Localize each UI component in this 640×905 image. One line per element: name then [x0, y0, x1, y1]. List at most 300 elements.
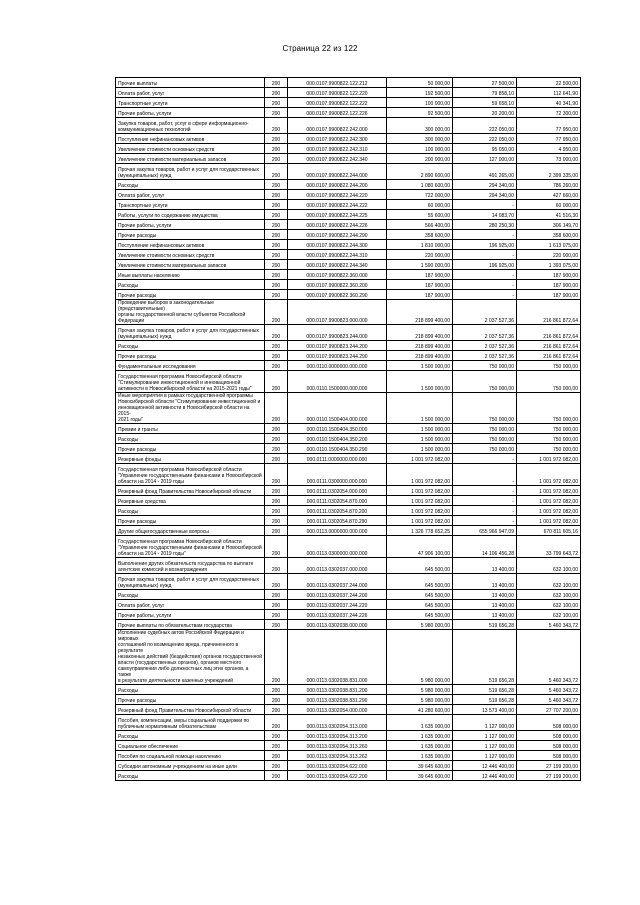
row-remaining-cell: 216 861 872,64 — [517, 300, 581, 325]
table-row — [116, 496, 581, 506]
row-budget-code-cell: 000.0107.9900822.122.212 — [288, 78, 387, 88]
table-row — [116, 434, 581, 444]
row-name-cell: Расходы — [116, 434, 265, 444]
row-executed-cell: - — [453, 280, 517, 290]
row-executed-cell: 1 127 000,00 — [453, 751, 517, 761]
budget-report-table — [115, 77, 581, 781]
row-name-cell: Государственная программа Новосибирской области "Управление государственными финансами в Новосибирской области на 2014 - 2019 годы" — [116, 536, 265, 558]
table-row — [116, 164, 581, 180]
row-remaining-cell: 77 950,00 — [517, 134, 581, 144]
row-executed-cell: 196 925,00 — [453, 260, 517, 270]
row-remaining-cell: 670 811 605,16 — [517, 526, 581, 536]
row-approved-cell: 187 900,00 — [387, 280, 453, 290]
row-budget-code-cell: 000.0107.9900822.244.340 — [288, 260, 387, 270]
table-row — [116, 771, 581, 781]
table-row — [116, 751, 581, 761]
row-approved-cell: 1 500 000,00 — [387, 361, 453, 371]
row-line-code-cell: 200 — [265, 300, 288, 325]
row-remaining-cell: 632 100,00 — [517, 610, 581, 620]
row-name-cell: Расходы — [116, 506, 265, 516]
row-remaining-cell: 750 000,00 — [517, 371, 581, 393]
row-approved-cell: 92 500,00 — [387, 108, 453, 118]
row-approved-cell: 566 400,00 — [387, 220, 453, 230]
row-approved-cell: 1 500 000,00 — [387, 371, 453, 393]
row-executed-cell: - — [453, 454, 517, 464]
table-row — [116, 210, 581, 220]
row-name-cell: Прочая закупка товаров, работ и услуг для государственных (муниципальных) нужд — [116, 164, 265, 180]
row-remaining-cell: 40 341,90 — [517, 98, 581, 108]
row-executed-cell: 519 656,28 — [453, 685, 517, 695]
row-executed-cell: 2 037 527,36 — [453, 341, 517, 351]
row-line-code-cell: 200 — [265, 444, 288, 454]
row-approved-cell: 2 890 600,00 — [387, 164, 453, 180]
row-name-cell: Прочие расходы — [116, 695, 265, 705]
row-remaining-cell: 5 460 343,72 — [517, 695, 581, 705]
row-remaining-cell: 1 001 972 082,00 — [517, 506, 581, 516]
row-executed-cell: 95 050,00 — [453, 144, 517, 154]
row-name-cell: Прочие расходы — [116, 230, 265, 240]
row-budget-code-cell: 000.0107.9900822.244.225 — [288, 210, 387, 220]
row-approved-cell: 1 635 000,00 — [387, 751, 453, 761]
row-approved-cell: 39 645 600,00 — [387, 761, 453, 771]
row-approved-cell: 1 001 972 082,00 — [387, 454, 453, 464]
row-remaining-cell: 41 516,30 — [517, 210, 581, 220]
row-line-code-cell: 200 — [265, 144, 288, 154]
row-line-code-cell: 200 — [265, 118, 288, 134]
row-executed-cell: 750 000,00 — [453, 361, 517, 371]
row-approved-cell: 1 001 972 082,00 — [387, 496, 453, 506]
row-executed-cell: - — [453, 464, 517, 486]
row-budget-code-cell: 000.0113.0302054.313.200 — [288, 731, 387, 741]
row-remaining-cell: 33 799 643,72 — [517, 536, 581, 558]
row-executed-cell: 13 400,00 — [453, 590, 517, 600]
row-budget-code-cell: 000.0110.1500404.350.200 — [288, 434, 387, 444]
row-executed-cell: 12 446 400,00 — [453, 771, 517, 781]
row-name-cell: Поступление нефинансовых активов — [116, 134, 265, 144]
table-row — [116, 705, 581, 715]
row-budget-code-cell: 000.0110.1500404.000.000 — [288, 393, 387, 424]
row-approved-cell: 1 635 000,00 — [387, 715, 453, 731]
row-executed-cell: - — [453, 290, 517, 300]
row-line-code-cell: 200 — [265, 486, 288, 496]
table-row — [116, 600, 581, 610]
row-approved-cell: 218 899 400,00 — [387, 325, 453, 341]
row-line-code-cell: 200 — [265, 180, 288, 190]
row-line-code-cell: 200 — [265, 371, 288, 393]
table-row — [116, 486, 581, 496]
row-name-cell: Расходы — [116, 731, 265, 741]
table-row — [116, 98, 581, 108]
row-approved-cell: 220 000,00 — [387, 250, 453, 260]
row-line-code-cell: 200 — [265, 280, 288, 290]
row-approved-cell: 1 635 000,00 — [387, 731, 453, 741]
row-remaining-cell: 750 000,00 — [517, 444, 581, 454]
table-row — [116, 200, 581, 210]
row-line-code-cell: 200 — [265, 200, 288, 210]
row-line-code-cell: 200 — [265, 250, 288, 260]
table-row — [116, 118, 581, 134]
row-name-cell: Пособия, компенсации, меры социальной поддержки по публичным нормативным обязательствам — [116, 715, 265, 731]
row-executed-cell: 519 656,28 — [453, 620, 517, 630]
table-row — [116, 371, 581, 393]
row-budget-code-cell: 000.0113.0302037.244.220 — [288, 600, 387, 610]
row-name-cell: Другие общегосударственные вопросы — [116, 526, 265, 536]
row-budget-code-cell: 000.0107.9900823.000.000 — [288, 300, 387, 325]
row-name-cell: Фундаментальные исследования — [116, 361, 265, 371]
row-name-cell: Прочие выплаты — [116, 78, 265, 88]
row-approved-cell: 187 900,00 — [387, 270, 453, 280]
row-approved-cell: 1 001 972 082,00 — [387, 464, 453, 486]
row-name-cell: Закупка товаров, работ, услуг в сфере информационно- коммуникационных технологий — [116, 118, 265, 134]
row-line-code-cell: 200 — [265, 506, 288, 516]
row-name-cell: Прочие выплаты по обязательствам государства — [116, 620, 265, 630]
row-remaining-cell: 750 000,00 — [517, 424, 581, 434]
table-row — [116, 351, 581, 361]
row-budget-code-cell: 000.0107.9900822.122.220 — [288, 88, 387, 98]
row-executed-cell: 294 340,00 — [453, 190, 517, 200]
table-row — [116, 574, 581, 590]
table-row — [116, 154, 581, 164]
row-approved-cell: 192 500,00 — [387, 88, 453, 98]
row-name-cell: Расходы — [116, 685, 265, 695]
row-approved-cell: 300 000,00 — [387, 134, 453, 144]
row-remaining-cell: 508 000,00 — [517, 751, 581, 761]
row-name-cell: Поступление нефинансовых активов — [116, 240, 265, 250]
row-budget-code-cell: 000.0113.0302038.831.290 — [288, 695, 387, 705]
table-row — [116, 270, 581, 280]
row-executed-cell: 519 656,28 — [453, 695, 517, 705]
row-approved-cell: 645 500,00 — [387, 610, 453, 620]
table-row — [116, 260, 581, 270]
row-line-code-cell: 200 — [265, 361, 288, 371]
row-budget-code-cell: 000.0111.0302054.870.200 — [288, 506, 387, 516]
row-remaining-cell: 1 613 075,00 — [517, 240, 581, 250]
row-remaining-cell: 750 000,00 — [517, 393, 581, 424]
row-approved-cell: 5 980 000,00 — [387, 620, 453, 630]
row-budget-code-cell: 000.0113.0302037.244.200 — [288, 590, 387, 600]
row-executed-cell: 750 000,00 — [453, 424, 517, 434]
table-row — [116, 180, 581, 190]
row-budget-code-cell: 000.0107.9900822.244.310 — [288, 250, 387, 260]
row-budget-code-cell: 000.0113.0302038.000.000 — [288, 620, 387, 630]
row-executed-cell: 14 106 456,28 — [453, 536, 517, 558]
row-executed-cell: 196 925,00 — [453, 240, 517, 250]
row-line-code-cell: 200 — [265, 190, 288, 200]
row-line-code-cell: 200 — [265, 751, 288, 761]
row-line-code-cell: 200 — [265, 240, 288, 250]
row-executed-cell: 750 000,00 — [453, 371, 517, 393]
row-executed-cell: 222 050,00 — [453, 134, 517, 144]
row-budget-code-cell: 000.0107.9900822.244.300 — [288, 240, 387, 250]
row-name-cell: Государственная программа Новосибирской области "Управление государственными финансами в Новосибирской области на 2014 - 2019 годы — [116, 464, 265, 486]
table-row — [116, 300, 581, 325]
row-name-cell: Прочие расходы — [116, 444, 265, 454]
row-executed-cell: 750 000,00 — [453, 434, 517, 444]
table-row — [116, 536, 581, 558]
row-remaining-cell: 306 149,70 — [517, 220, 581, 230]
row-remaining-cell: 427 660,00 — [517, 190, 581, 200]
row-budget-code-cell: 000.0107.9900822.122.226 — [288, 108, 387, 118]
table-row — [116, 731, 581, 741]
table-row — [116, 715, 581, 731]
row-budget-code-cell: 000.0113.0302054.000.000 — [288, 705, 387, 715]
row-approved-cell: 1 500 000,00 — [387, 444, 453, 454]
row-name-cell: Расходы — [116, 180, 265, 190]
row-line-code-cell: 200 — [265, 574, 288, 590]
row-name-cell: Увеличение стоимости основных средств — [116, 250, 265, 260]
row-executed-cell: 27 500,00 — [453, 78, 517, 88]
row-line-code-cell: 200 — [265, 351, 288, 361]
row-budget-code-cell: 000.0113.0302054.313.262 — [288, 751, 387, 761]
table-row — [116, 516, 581, 526]
row-approved-cell: 1 500 000,00 — [387, 424, 453, 434]
row-executed-cell: 14 083,70 — [453, 210, 517, 220]
row-approved-cell: 1 635 000,00 — [387, 741, 453, 751]
row-line-code-cell: 200 — [265, 98, 288, 108]
row-line-code-cell: 200 — [265, 516, 288, 526]
row-line-code-cell: 200 — [265, 558, 288, 574]
row-line-code-cell: 200 — [265, 496, 288, 506]
row-name-cell: Резервный фонд Правительства Новосибирской области — [116, 705, 265, 715]
row-name-cell: Государственная программа Новосибирской области "Стимулирование инвестиционной и инновационной активности в Новосибирской области на 2015-2021 годы" — [116, 371, 265, 393]
row-budget-code-cell: 000.0107.9900823.244.200 — [288, 341, 387, 351]
row-remaining-cell: 187 900,00 — [517, 270, 581, 280]
row-approved-cell: 187 900,00 — [387, 290, 453, 300]
row-budget-code-cell: 000.0113.0302037.244.000 — [288, 574, 387, 590]
row-line-code-cell: 200 — [265, 341, 288, 351]
row-name-cell: Прочие расходы — [116, 516, 265, 526]
row-executed-cell: - — [453, 516, 517, 526]
row-executed-cell: - — [453, 486, 517, 496]
row-line-code-cell: 200 — [265, 393, 288, 424]
row-budget-code-cell: 000.0113.0302037.244.226 — [288, 610, 387, 620]
row-approved-cell: 1 500 000,00 — [387, 434, 453, 444]
row-executed-cell: 2 037 527,36 — [453, 300, 517, 325]
row-remaining-cell: 27 707 200,00 — [517, 705, 581, 715]
row-approved-cell: 5 980 000,00 — [387, 630, 453, 685]
table-row — [116, 78, 581, 88]
row-budget-code-cell: 000.0113.0302054.622.200 — [288, 771, 387, 781]
row-line-code-cell: 200 — [265, 134, 288, 144]
row-budget-code-cell: 000.0107.9900822.360.290 — [288, 290, 387, 300]
row-name-cell: Выполнение других обязательств государства по выплате агентских комиссий и вознаграждения — [116, 558, 265, 574]
row-name-cell: Резервные средства — [116, 496, 265, 506]
row-budget-code-cell: 000.0113.0302054.313.000 — [288, 715, 387, 731]
row-budget-code-cell: 000.0107.9900823.244.000 — [288, 325, 387, 341]
row-name-cell: Субсидии автономным учреждениям на иные цели — [116, 761, 265, 771]
row-budget-code-cell: 000.0107.9900822.122.222 — [288, 98, 387, 108]
row-line-code-cell: 200 — [265, 685, 288, 695]
row-remaining-cell: 1 001 972 082,00 — [517, 464, 581, 486]
row-approved-cell: 55 600,00 — [387, 210, 453, 220]
row-budget-code-cell: 000.0111.0000000.000.000 — [288, 454, 387, 464]
row-remaining-cell: 1 001 972 082,00 — [517, 454, 581, 464]
table-row — [116, 620, 581, 630]
row-remaining-cell: 632 100,00 — [517, 590, 581, 600]
row-remaining-cell: 5 460 343,72 — [517, 685, 581, 695]
row-line-code-cell: 200 — [265, 108, 288, 118]
row-executed-cell: 491 265,00 — [453, 164, 517, 180]
row-name-cell: Увеличение стоимости материальных запасов — [116, 154, 265, 164]
row-approved-cell: 1 590 000,00 — [387, 260, 453, 270]
row-remaining-cell: 5 460 343,72 — [517, 620, 581, 630]
row-executed-cell: 127 000,00 — [453, 154, 517, 164]
row-name-cell: Резервный фонд Правительства Новосибирской области — [116, 486, 265, 496]
row-approved-cell: 47 906 100,00 — [387, 536, 453, 558]
row-remaining-cell: 358 600,00 — [517, 230, 581, 240]
table-row — [116, 108, 581, 118]
table-row — [116, 424, 581, 434]
row-approved-cell: 60 000,00 — [387, 200, 453, 210]
row-approved-cell: 218 899 400,00 — [387, 300, 453, 325]
row-executed-cell: 655 966 947,09 — [453, 526, 517, 536]
row-approved-cell: 1 001 972 082,00 — [387, 506, 453, 516]
table-row — [116, 444, 581, 454]
row-remaining-cell: 216 861 872,64 — [517, 351, 581, 361]
row-remaining-cell: 632 100,00 — [517, 600, 581, 610]
table-row — [116, 361, 581, 371]
row-line-code-cell: 200 — [265, 325, 288, 341]
row-budget-code-cell: 000.0111.0302054.870.000 — [288, 496, 387, 506]
row-executed-cell: - — [453, 250, 517, 260]
row-budget-code-cell: 000.0110.1500404.350.290 — [288, 444, 387, 454]
row-remaining-cell: 27 199 200,00 — [517, 771, 581, 781]
row-executed-cell: 12 446 400,00 — [453, 761, 517, 771]
row-budget-code-cell: 000.0107.9900822.242.000 — [288, 118, 387, 134]
table-row — [116, 590, 581, 600]
row-approved-cell: 645 500,00 — [387, 600, 453, 610]
row-line-code-cell: 200 — [265, 270, 288, 280]
row-name-cell: Транспортные услуги — [116, 98, 265, 108]
row-line-code-cell: 200 — [265, 230, 288, 240]
row-name-cell: Социальное обеспечение — [116, 741, 265, 751]
row-budget-code-cell: 000.0107.9900822.242.340 — [288, 154, 387, 164]
row-remaining-cell: 112 641,90 — [517, 88, 581, 98]
row-line-code-cell: 200 — [265, 695, 288, 705]
row-line-code-cell: 200 — [265, 88, 288, 98]
row-remaining-cell: 27 199 200,00 — [517, 761, 581, 771]
row-line-code-cell: 200 — [265, 220, 288, 230]
row-name-cell: Расходы — [116, 280, 265, 290]
row-line-code-cell: 200 — [265, 590, 288, 600]
row-approved-cell: 1 001 972 082,00 — [387, 516, 453, 526]
row-name-cell: Исполнение судебных актов Российской Федерации и мировых соглашений по возмещению вреда, причиненного в результате незаконных действий (бездействия) органов государственной власти (государственных органов), органов местного самоуправления либо должностных лиц этих органов, а также в результате деятельности казенных учреждений — [116, 630, 265, 685]
row-remaining-cell: 187 900,00 — [517, 290, 581, 300]
row-remaining-cell: 216 861 872,64 — [517, 341, 581, 351]
row-executed-cell: 280 250,30 — [453, 220, 517, 230]
row-executed-cell: - — [453, 506, 517, 516]
row-executed-cell: 1 127 000,00 — [453, 715, 517, 731]
row-remaining-cell: 632 100,00 — [517, 574, 581, 590]
row-remaining-cell: 1 001 972 082,00 — [517, 516, 581, 526]
row-budget-code-cell: 000.0107.9900822.244.200 — [288, 180, 387, 190]
page-header: Страница 22 из 122 — [282, 44, 358, 53]
row-budget-code-cell: 000.0107.9900822.360.000 — [288, 270, 387, 280]
row-name-cell: Прочие расходы — [116, 290, 265, 300]
row-budget-code-cell: 000.0111.0302054.000.000 — [288, 486, 387, 496]
row-name-cell: Иные мероприятия в рамках государственной программы Новосибирской области "Стимулирование инвестиционной и инновационной активности в Новосибирской области на 2015- 2021 годы" — [116, 393, 265, 424]
row-line-code-cell: 200 — [265, 620, 288, 630]
row-executed-cell: 13 400,00 — [453, 610, 517, 620]
row-approved-cell: 200 000,00 — [387, 154, 453, 164]
row-remaining-cell: 216 861 872,64 — [517, 325, 581, 341]
row-approved-cell: 5 980 000,00 — [387, 695, 453, 705]
row-approved-cell: 1 326 778 652,25 — [387, 526, 453, 536]
row-name-cell: Расходы — [116, 590, 265, 600]
row-name-cell: Прочие работы, услуги — [116, 610, 265, 620]
row-line-code-cell: 200 — [265, 715, 288, 731]
row-name-cell: Резервные фонды — [116, 454, 265, 464]
row-line-code-cell: 200 — [265, 78, 288, 88]
row-line-code-cell: 200 — [265, 741, 288, 751]
table-row — [116, 454, 581, 464]
row-approved-cell: 645 500,00 — [387, 558, 453, 574]
row-approved-cell: 358 600,00 — [387, 230, 453, 240]
row-line-code-cell: 200 — [265, 464, 288, 486]
table-row — [116, 464, 581, 486]
row-executed-cell: - — [453, 496, 517, 506]
row-approved-cell: 645 500,00 — [387, 590, 453, 600]
table-row — [116, 250, 581, 260]
row-approved-cell: 50 000,00 — [387, 78, 453, 88]
row-remaining-cell: 2 399 335,00 — [517, 164, 581, 180]
table-row — [116, 558, 581, 574]
row-remaining-cell: 60 000,00 — [517, 200, 581, 210]
table-row — [116, 88, 581, 98]
row-budget-code-cell: 000.0107.9900822.244.222 — [288, 200, 387, 210]
row-executed-cell: 20 200,00 — [453, 108, 517, 118]
row-approved-cell: 100 000,00 — [387, 144, 453, 154]
row-budget-code-cell: 000.0107.9900822.244.290 — [288, 230, 387, 240]
row-budget-code-cell: 000.0110.1500000.000.000 — [288, 371, 387, 393]
row-budget-code-cell: 000.0113.0302054.622.000 — [288, 761, 387, 771]
row-approved-cell: 1 810 000,00 — [387, 240, 453, 250]
table-row — [116, 144, 581, 154]
row-remaining-cell: 22 500,00 — [517, 78, 581, 88]
row-remaining-cell: 750 000,00 — [517, 434, 581, 444]
row-remaining-cell: 187 900,00 — [517, 280, 581, 290]
table-row — [116, 741, 581, 751]
row-approved-cell: 41 280 600,00 — [387, 705, 453, 715]
row-name-cell: Прочие расходы — [116, 351, 265, 361]
row-budget-code-cell: 000.0107.9900822.242.310 — [288, 144, 387, 154]
row-line-code-cell: 200 — [265, 731, 288, 741]
row-approved-cell: 1 080 600,00 — [387, 180, 453, 190]
row-executed-cell: - — [453, 230, 517, 240]
row-approved-cell: 722 000,00 — [387, 190, 453, 200]
row-approved-cell: 218 899 400,00 — [387, 341, 453, 351]
row-approved-cell: 100 000,00 — [387, 98, 453, 108]
row-line-code-cell: 200 — [265, 771, 288, 781]
row-executed-cell: 59 658,10 — [453, 98, 517, 108]
row-executed-cell: 1 127 000,00 — [453, 731, 517, 741]
row-approved-cell: 300 000,00 — [387, 118, 453, 134]
row-budget-code-cell: 000.0107.9900823.244.290 — [288, 351, 387, 361]
row-remaining-cell: 508 000,00 — [517, 741, 581, 751]
row-executed-cell: 2 037 527,36 — [453, 351, 517, 361]
row-executed-cell: 13 400,00 — [453, 574, 517, 590]
row-remaining-cell: 786 260,00 — [517, 180, 581, 190]
row-approved-cell: 5 980 000,00 — [387, 685, 453, 695]
row-name-cell: Увеличение стоимости основных средств — [116, 144, 265, 154]
table-row — [116, 526, 581, 536]
row-executed-cell: - — [453, 270, 517, 280]
table-row — [116, 685, 581, 695]
row-executed-cell: 13 400,00 — [453, 558, 517, 574]
table-row — [116, 240, 581, 250]
table-row — [116, 134, 581, 144]
row-line-code-cell: 200 — [265, 705, 288, 715]
